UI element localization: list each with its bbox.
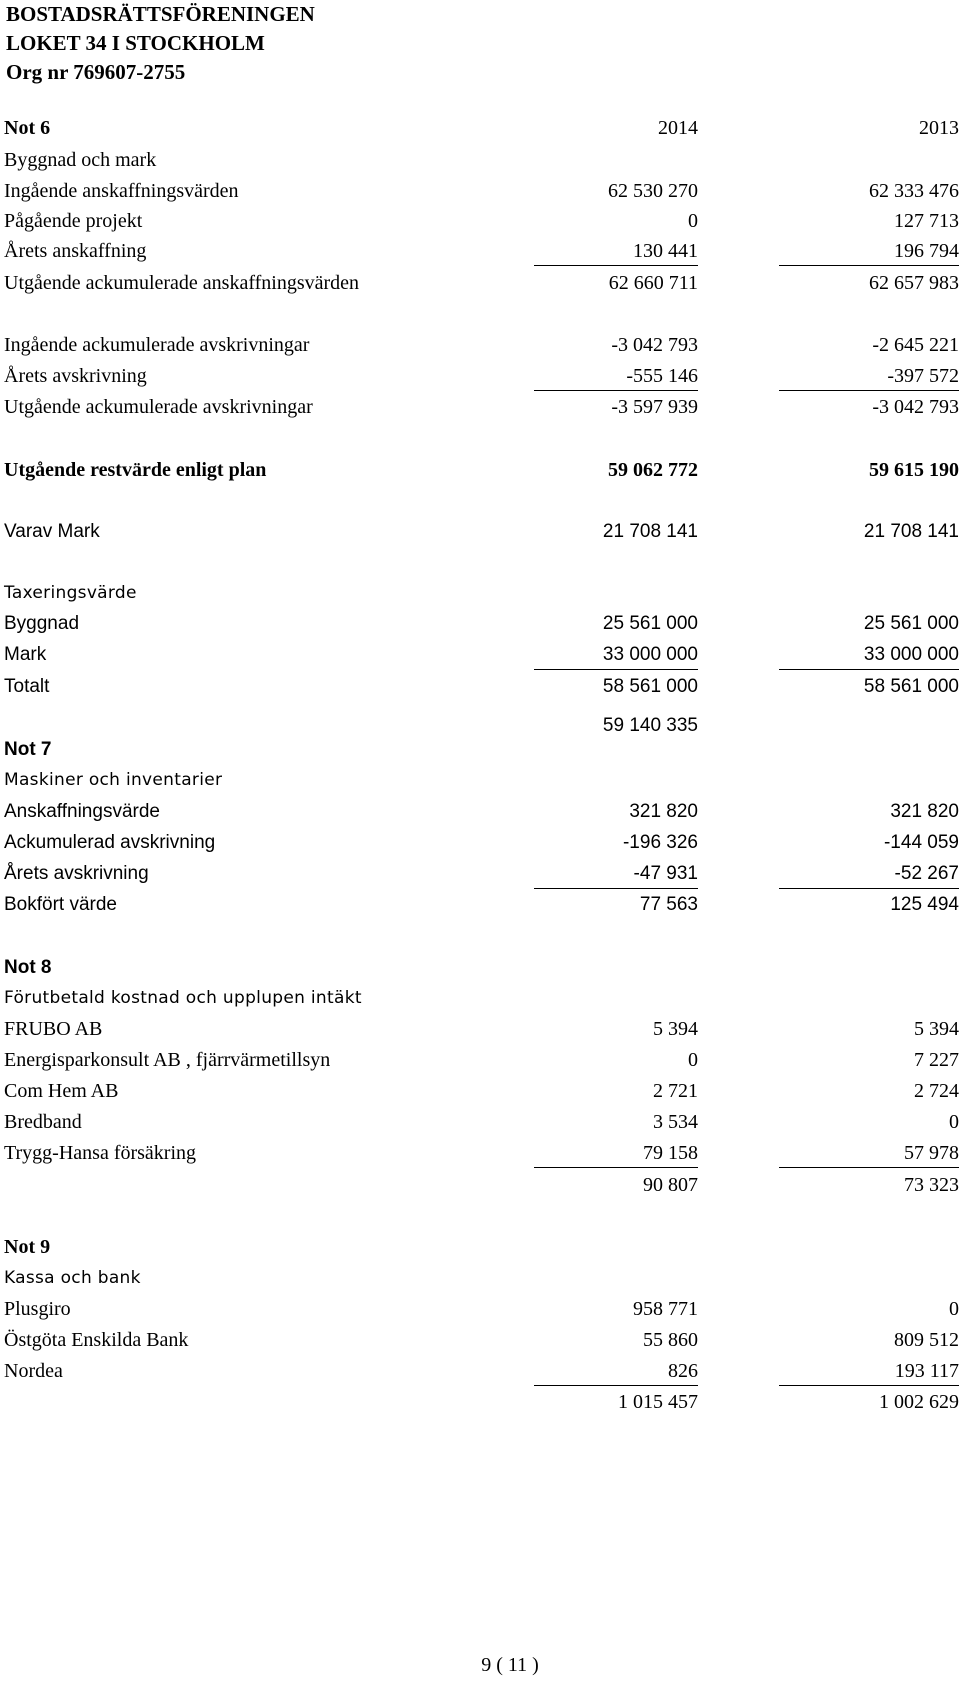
value-2014: 0 bbox=[688, 1049, 698, 1071]
value-2013: -144 059 bbox=[883, 832, 959, 853]
value-2014: 25 561 000 bbox=[602, 613, 698, 634]
value-2014: 321 820 bbox=[629, 801, 698, 822]
value-2014: 33 000 000 bbox=[534, 640, 698, 670]
value-2014: 77 563 bbox=[639, 894, 698, 915]
value-2013: 321 820 bbox=[890, 801, 959, 822]
value-2014: 5 394 bbox=[653, 1018, 698, 1040]
table-row bbox=[4, 672, 958, 702]
table-row bbox=[4, 609, 958, 639]
table-row bbox=[4, 1045, 958, 1075]
year-column-2: 2013 bbox=[919, 117, 959, 139]
value-2014: -47 931 bbox=[534, 859, 698, 889]
row-label: Com Hem AB bbox=[4, 1080, 119, 1102]
table-row bbox=[4, 268, 958, 298]
note-9-title: Not 9 bbox=[4, 1236, 51, 1258]
note-7-title: Not 7 bbox=[4, 739, 52, 760]
row-label: Energisparkonsult AB , fjärrvärmetillsyn bbox=[4, 1049, 331, 1071]
value-2013: 0 bbox=[949, 1298, 959, 1320]
row-label: Östgöta Enskilda Bank bbox=[4, 1329, 189, 1351]
row-label: Byggnad bbox=[4, 613, 80, 634]
tax-value-subtitle-row bbox=[4, 578, 958, 608]
value-2013: 809 512 bbox=[894, 1329, 959, 1351]
org-number: Org nr 769607-2755 bbox=[6, 60, 186, 84]
row-label: Nordea bbox=[4, 1360, 63, 1382]
association-name-line2: LOKET 34 I STOCKHOLM bbox=[6, 31, 265, 55]
note-6-subtitle: Byggnad och mark bbox=[4, 149, 157, 171]
row-label: Ingående anskaffningsvärden bbox=[4, 180, 239, 202]
value-2013: 62 333 476 bbox=[869, 180, 959, 202]
table-row bbox=[4, 828, 958, 858]
value-2013: 127 713 bbox=[894, 210, 959, 232]
note-7-subtitle-row bbox=[4, 765, 958, 795]
table-row bbox=[4, 176, 958, 206]
total-2013: 73 323 bbox=[904, 1174, 959, 1196]
note-8-subtitle: Förutbetald kostnad och upplupen intäkt bbox=[4, 988, 362, 1008]
value-2013: 62 657 983 bbox=[869, 272, 959, 294]
value-2013: 125 494 bbox=[890, 894, 959, 915]
table-row bbox=[4, 1294, 958, 1324]
value-2013: -3 042 793 bbox=[872, 396, 959, 418]
value-2013: 57 978 bbox=[769, 1138, 959, 1168]
value-2014: 59 062 772 bbox=[608, 459, 698, 481]
value-2014: 958 771 bbox=[633, 1298, 698, 1320]
value-2014: 3 534 bbox=[653, 1111, 698, 1133]
row-label: FRUBO AB bbox=[4, 1018, 103, 1040]
row-label: Bokfört värde bbox=[4, 894, 117, 915]
value-2013: 5 394 bbox=[914, 1018, 959, 1040]
row-label: Utgående ackumulerade anskaffningsvärden bbox=[4, 272, 360, 294]
value-2014: 79 158 bbox=[534, 1138, 698, 1168]
value-2014: -555 146 bbox=[534, 361, 698, 391]
value-2014: 62 660 711 bbox=[608, 272, 698, 294]
note-7-heading-row bbox=[4, 735, 958, 765]
value-2013: 0 bbox=[949, 1111, 959, 1133]
table-row bbox=[4, 1325, 958, 1355]
page-number: 9 ( 11 ) bbox=[481, 1654, 539, 1676]
tax-value-subtitle: Taxeringsvärde bbox=[4, 583, 137, 603]
value-2014: -196 326 bbox=[622, 832, 698, 853]
table-row bbox=[4, 890, 958, 920]
note-9-heading-row bbox=[4, 1232, 958, 1262]
association-name: BOSTADSRÄTTSFÖRENINGEN bbox=[6, 2, 315, 26]
value-2014: 130 441 bbox=[534, 236, 698, 266]
row-label: Årets avskrivning bbox=[4, 365, 147, 387]
row-label: Trygg-Hansa försäkring bbox=[4, 1142, 197, 1164]
table-row bbox=[4, 361, 958, 391]
year-column-1: 2014 bbox=[658, 117, 698, 139]
row-label: Årets anskaffning bbox=[4, 240, 147, 262]
table-row bbox=[4, 1387, 958, 1417]
value-2013: 33 000 000 bbox=[769, 640, 959, 670]
row-label: Utgående restvärde enligt plan bbox=[4, 459, 267, 481]
note-6-title: Not 6 bbox=[4, 117, 51, 139]
total-2013: 1 002 629 bbox=[879, 1391, 959, 1413]
table-row bbox=[4, 236, 958, 266]
note-8-heading-row bbox=[4, 953, 958, 983]
value-2014: 0 bbox=[688, 210, 698, 232]
table-row bbox=[4, 1076, 958, 1106]
total-2014: 1 015 457 bbox=[618, 1391, 698, 1413]
value-2013: 193 117 bbox=[769, 1356, 959, 1386]
row-label: Varav Mark bbox=[4, 521, 100, 542]
row-label: Utgående ackumulerade avskrivningar bbox=[4, 396, 313, 418]
value-2014: 21 708 141 bbox=[602, 521, 698, 542]
value-2013: 2 724 bbox=[914, 1080, 959, 1102]
value-2013: -397 572 bbox=[769, 361, 959, 391]
value-2013: -52 267 bbox=[769, 859, 959, 889]
table-row bbox=[4, 330, 958, 360]
total-2014: 90 807 bbox=[643, 1174, 698, 1196]
table-row bbox=[4, 1107, 958, 1137]
row-label: Ingående ackumulerade avskrivningar bbox=[4, 334, 310, 356]
note-6-subtitle-row bbox=[4, 145, 958, 175]
value-2014: 2 721 bbox=[653, 1080, 698, 1102]
row-label: Mark bbox=[4, 644, 47, 665]
value-2014: 58 561 000 bbox=[602, 676, 698, 697]
table-row bbox=[4, 797, 958, 827]
table-row bbox=[4, 206, 958, 236]
table-row bbox=[4, 859, 958, 889]
row-label: Anskaffningsvärde bbox=[4, 801, 160, 822]
row-label: Pågående projekt bbox=[4, 210, 143, 232]
row-label: Totalt bbox=[4, 676, 50, 697]
value-2013: 58 561 000 bbox=[863, 676, 959, 697]
value-2013: 196 794 bbox=[769, 236, 959, 266]
value-2014: -3 042 793 bbox=[611, 334, 698, 356]
page-footer bbox=[0, 1654, 960, 1677]
value-2013: 25 561 000 bbox=[863, 613, 959, 634]
table-row bbox=[4, 1356, 958, 1386]
value-2013: 59 615 190 bbox=[869, 459, 959, 481]
table-row bbox=[4, 1138, 958, 1168]
value-2013: -2 645 221 bbox=[872, 334, 959, 356]
value-2013: 21 708 141 bbox=[863, 521, 959, 542]
row-label: Årets avskrivning bbox=[4, 863, 149, 884]
extra-value: 59 140 335 bbox=[602, 715, 698, 736]
value-2014: 62 530 270 bbox=[608, 180, 698, 202]
table-row bbox=[4, 517, 958, 547]
value-2014: 55 860 bbox=[643, 1329, 698, 1351]
table-row bbox=[4, 1170, 958, 1200]
value-2013: 7 227 bbox=[914, 1049, 959, 1071]
table-row bbox=[4, 392, 958, 422]
note-7-subtitle: Maskiner och inventarier bbox=[4, 770, 223, 790]
note-9-subtitle-row bbox=[4, 1263, 958, 1293]
row-label: Bredband bbox=[4, 1111, 82, 1133]
note-9-subtitle: Kassa och bank bbox=[4, 1268, 141, 1288]
table-row bbox=[4, 1014, 958, 1044]
value-2014: 826 bbox=[534, 1356, 698, 1386]
value-2014: -3 597 939 bbox=[611, 396, 698, 418]
document-header bbox=[6, 0, 315, 87]
table-row bbox=[4, 640, 958, 670]
note-8-subtitle-row bbox=[4, 983, 958, 1013]
table-row bbox=[4, 455, 958, 485]
note-6-heading-row bbox=[4, 113, 958, 143]
row-label: Plusgiro bbox=[4, 1298, 71, 1320]
row-label: Ackumulerad avskrivning bbox=[4, 832, 216, 853]
note-8-title: Not 8 bbox=[4, 957, 52, 978]
